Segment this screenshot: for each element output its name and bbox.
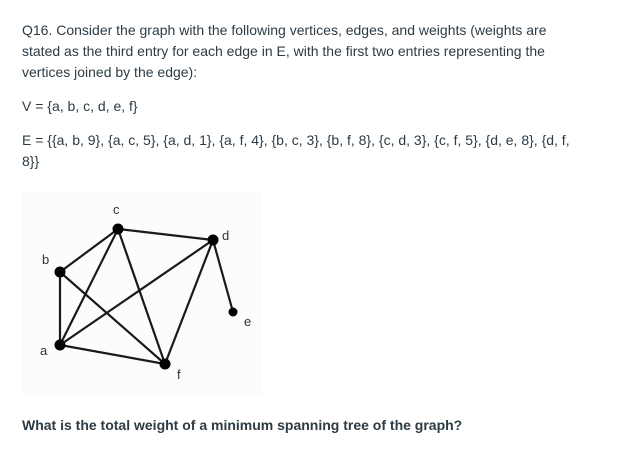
edge-c-d	[118, 229, 213, 240]
graph-diagram	[22, 192, 262, 397]
vertex-label-a: a	[40, 343, 48, 358]
edge-d-e	[213, 240, 233, 312]
question-block	[22, 20, 582, 185]
vertex-d	[208, 235, 219, 246]
vertex-label-e: e	[244, 314, 252, 329]
edge-a-c	[60, 229, 118, 345]
vertex-f	[160, 359, 171, 370]
vertex-label-d: d	[222, 228, 230, 243]
edge-set: E = {{a, b, 9}, {a, c, 5}, {a, d, 1}, {a, f, 4}, {b, c, 3}, {b, f, 8}, {c, d, 3}, {c, f, 5}, {d, e, 8}, {d, f, 8}}	[22, 132, 570, 169]
vertex-c	[113, 224, 124, 235]
edge-a-f	[60, 345, 165, 364]
vertex-a	[55, 340, 66, 351]
edge-b-c	[60, 229, 118, 272]
vertex-label-c: c	[113, 202, 120, 217]
question-intro: Q16. Consider the graph with the following vertices, edges, and weights (weights are stated as the third entry for each edge in E, with the first two entries representing the vertices joined by the edge):	[22, 22, 547, 80]
vertex-label-b: b	[42, 252, 50, 267]
vertex-e	[229, 308, 238, 317]
vertex-set: V = {a, b, c, d, e, f}	[22, 98, 138, 114]
vertex-label-f: f	[177, 367, 181, 382]
graph-figure	[22, 192, 262, 397]
edge-d-f	[165, 240, 213, 364]
vertex-b	[55, 267, 66, 278]
question-prompt: What is the total weight of a minimum spanning tree of the graph?	[22, 417, 463, 433]
